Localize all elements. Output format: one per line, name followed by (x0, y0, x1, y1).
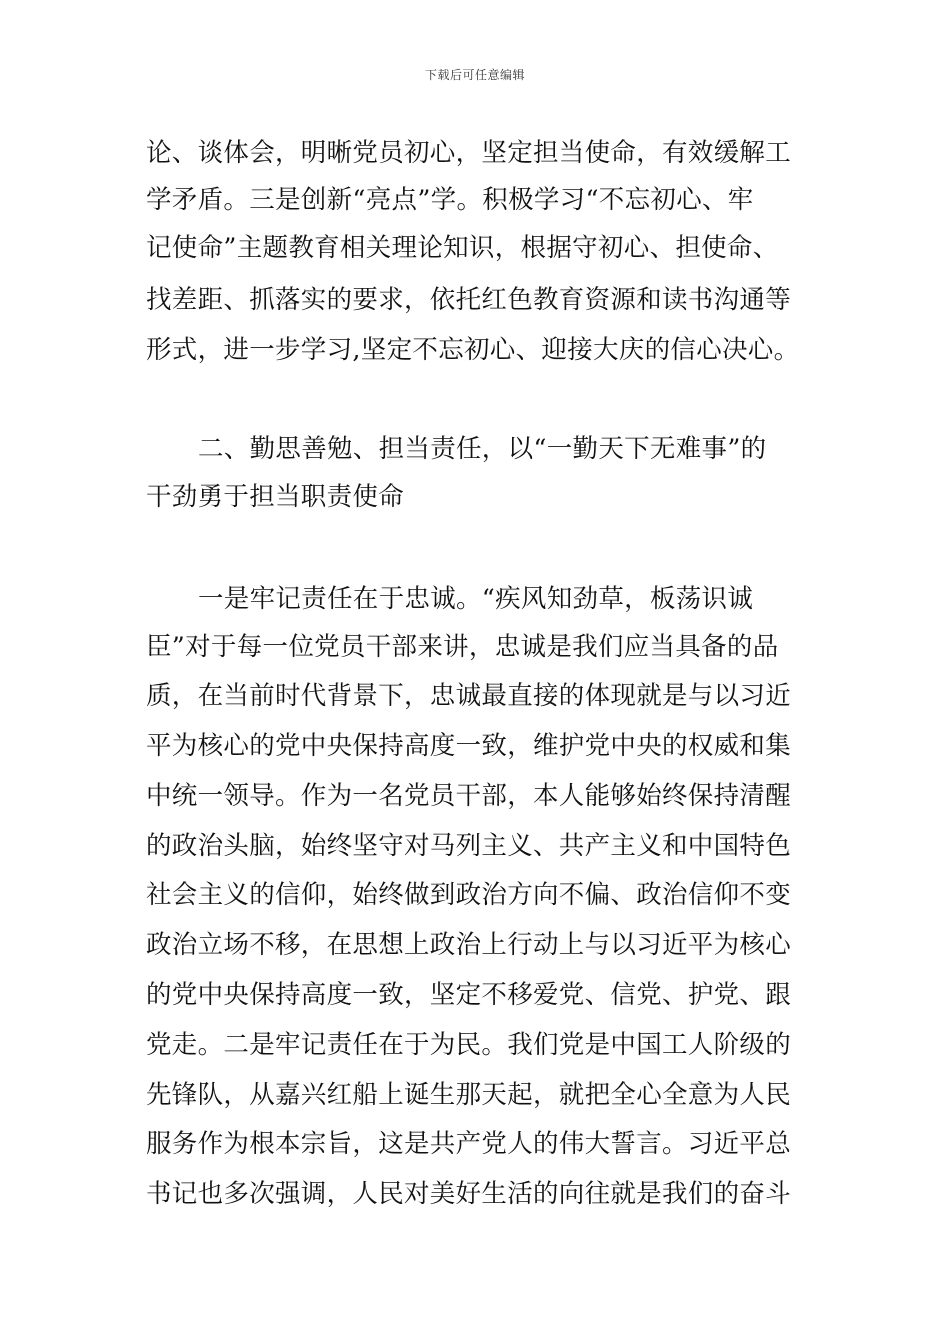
paragraph-1-line-4: 找差距、抓落实的要求，依托红色教育资源和读书沟通等 (146, 285, 792, 315)
section-heading-line-1: 二、勤思善勉、担当责任，以“一勤天下无难事”的 (198, 434, 767, 464)
paragraph-3-line-5: 中统一领导。作为一名党员干部，本人能够始终保持清醒 (146, 781, 792, 811)
paragraph-3-line-10: 党走。二是牢记责任在于为民。我们党是中国工人阶级的 (146, 1030, 792, 1060)
paragraph-3-line-13: 书记也多次强调，人民对美好生活的向往就是我们的奋斗 (146, 1179, 792, 1209)
paragraph-3-line-12: 服务作为根本宗旨，这是共产党人的伟大誓言。习近平总 (146, 1129, 792, 1159)
paragraph-3-line-4: 平为核心的党中央保持高度一致，维护党中央的权威和集 (146, 731, 792, 761)
paragraph-3-line-8: 政治立场不移，在思想上政治上行动上与以习近平为核心 (146, 930, 792, 960)
paragraph-3-line-11: 先锋队，从嘉兴红船上诞生那天起，就把全心全意为人民 (146, 1080, 792, 1110)
paragraph-1-line-1: 论、谈体会，明晰党员初心，坚定担当使命，有效缓解工 (146, 138, 792, 168)
paragraph-3-line-2: 臣”对于每一位党员干部来讲，忠诚是我们应当具备的品 (146, 632, 779, 662)
paragraph-3-line-3: 质，在当前时代背景下，忠诚最直接的体现就是与以习近 (146, 681, 792, 711)
paragraph-1-line-2: 学矛盾。三是创新“亮点”学。积极学习“不忘初心、牢 (146, 185, 754, 215)
paragraph-3-line-9: 的党中央保持高度一致，坚定不移爱党、信党、护党、跟 (146, 980, 792, 1010)
paragraph-3-line-7: 社会主义的信仰，始终做到政治方向不偏、政治信仰不变 (146, 880, 792, 910)
paragraph-1-line-5: 形式，进一步学习,坚定不忘初心、迎接大庆的信心决心。 (146, 335, 800, 365)
paragraph-1-line-3: 记使命”主题教育相关理论知识，根据守初心、担使命、 (146, 233, 779, 263)
page-header-note: 下载后可任意编辑 (424, 68, 525, 82)
paragraph-3-line-1: 一是牢记责任在于忠诚。“疾风知劲草，板荡识诚 (198, 584, 754, 614)
paragraph-3-line-6: 的政治头脑，始终坚守对马列主义、共产主义和中国特色 (146, 831, 792, 861)
section-heading-line-2: 干劲勇于担当职责使命 (146, 482, 405, 512)
